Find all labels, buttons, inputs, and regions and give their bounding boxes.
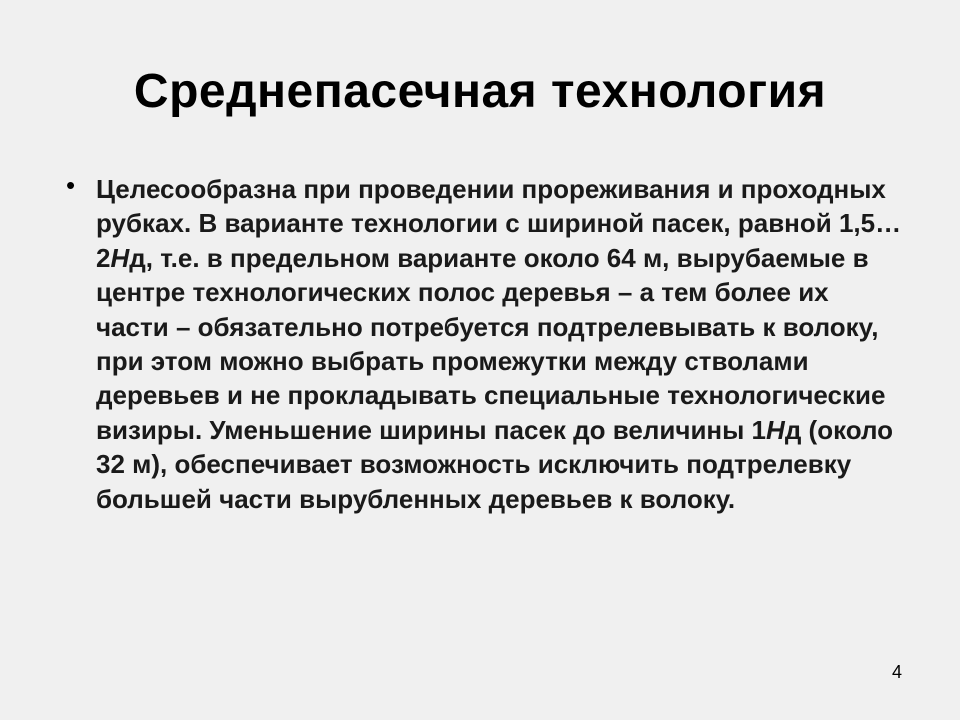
slide-title: Среднепасечная технология bbox=[133, 65, 827, 118]
text-segment-1: Целесообразна при проведении прореживания и проходных рубках. В варианте технологии с шириной пасек, равной 1,5…2 bbox=[96, 174, 902, 273]
text-segment-3: д (около 32 м), обеспечивает возможность исключить подтрелевку большей части вырубленных деревьев к волоку. bbox=[96, 414, 894, 514]
height-symbol-2: Н bbox=[766, 414, 785, 445]
bullet-icon: • bbox=[66, 170, 76, 200]
bullet-item bbox=[66, 172, 906, 516]
height-symbol-1: Н bbox=[110, 242, 130, 273]
bullet-text bbox=[96, 172, 906, 516]
page-number: 4 bbox=[891, 662, 902, 682]
text-segment-2: д, т.е. в предельном варианте около 64 м, вырубаемые в центре технологических полос деревья – а тем более их части – обязательно потребуется подтрелевывать к волоку, при этом можно выбрать промежутки между стволами деревьев и не прокладывать специальные технологические визиры. Уменьшение ширины пасек до величины 1 bbox=[96, 242, 886, 445]
